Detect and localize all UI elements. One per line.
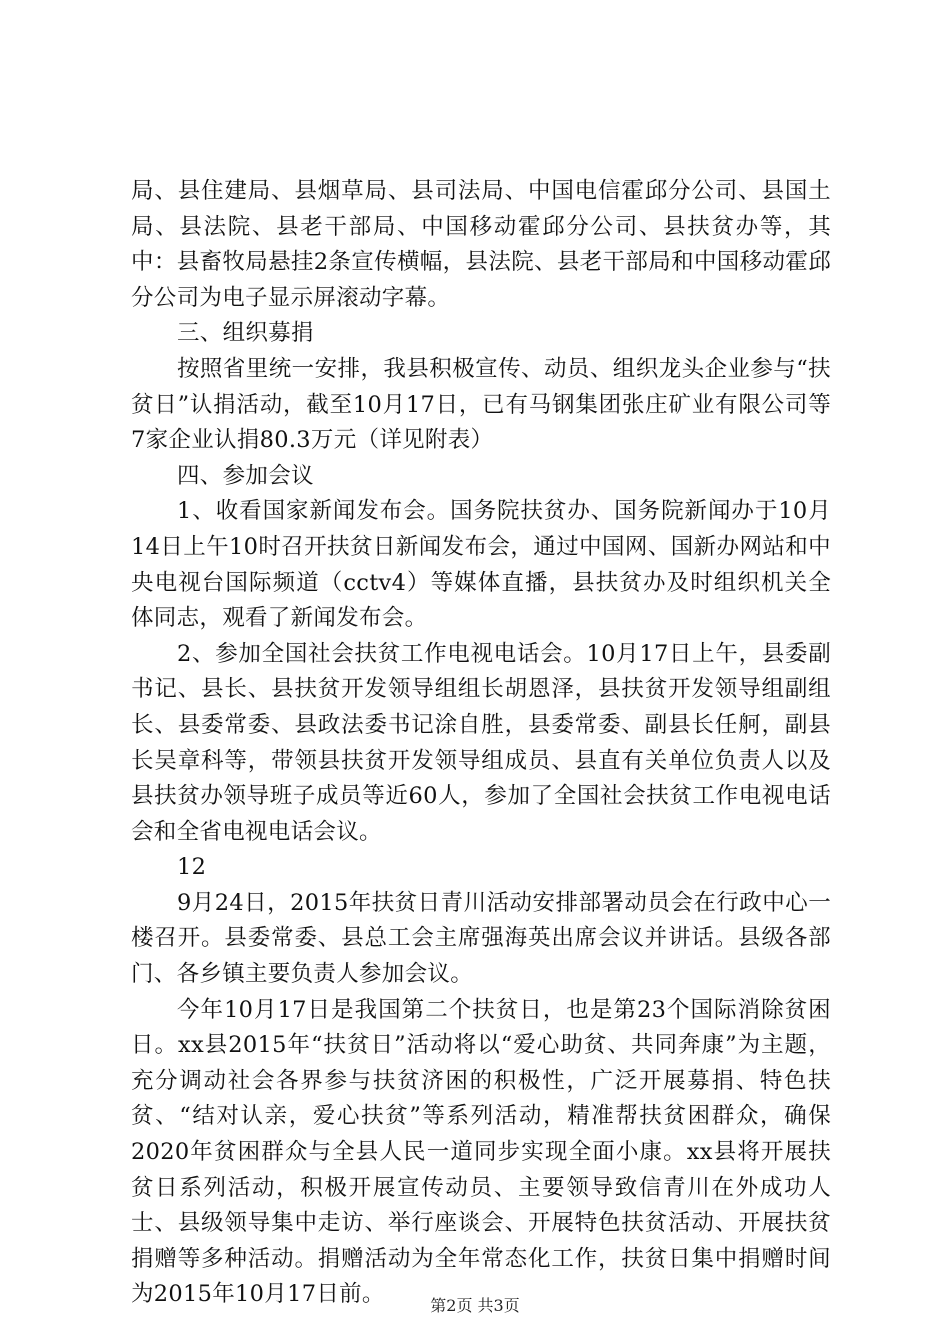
paragraph-teleconference: 2、参加全国社会扶贫工作电视电话会。10月17日上午，县委副书记、县长、县扶贫开发领导组组长胡恩泽，县扶贫开发领导组副组长、县委常委、县政法委书记涂自胜，县委常委、副县长任舸，副县长吴章科等，带领县扶贫开发领导组成员、县直有关单位负责人以及县扶贫办领导班子成员等近60人，参加了全国社会扶贫工作电视电话会和全省电视电话会议。 <box>131 640 831 845</box>
paragraph-donation: 按照省里统一安排，我县积极宣传、动员、组织龙头企业参与“扶贫日”认捐活动，截至10月17日，已有马钢集团张庄矿业有限公司等7家企业认捐80.3万元（详见附表） <box>131 355 831 454</box>
heading-organize-donation: 三、组织募捐 <box>177 320 314 347</box>
document-body <box>131 174 831 1313</box>
paragraph-agency-list: 局、县住建局、县烟草局、县司法局、中国电信霍邱分公司、县国土局、县法院、县老干部局、中国移动霍邱分公司、县扶贫办等，其中：县畜牧局悬挂2条宣传横幅，县法院、县老干部局和中国移动霍邱分公司为电子显示屏滚动字幕。 <box>131 178 831 311</box>
paragraph-mobilization-meeting: 9月24日，2015年扶贫日青川活动安排部署动员会在行政中心一楼召开。县委常委、县总工会主席强海英出席会议并讲话。县级各部门、各乡镇主要负责人参加会议。 <box>131 889 831 988</box>
heading-attend-meetings: 四、参加会议 <box>177 462 314 489</box>
paragraph-number: 12 <box>177 854 207 881</box>
paragraph-press-conference: 1、收看国家新闻发布会。国务院扶贫办、国务院新闻办于10月14日上午10时召开扶贫日新闻发布会，通过中国网、国新办网站和中央电视台国际频道（cctv4）等媒体直播，县扶贫办及时组织机关全体同志，观看了新闻发布会。 <box>131 498 831 632</box>
paragraph-poverty-day-activities: 今年10月17日是我国第二个扶贫日，也是第23个国际消除贫困日。xx县2015年“扶贫日”活动将以“爱心助贫、共同奔康”为主题，充分调动社会各界参与扶贫济困的积极性，广泛开展募捐、特色扶贫、“结对认亲，爱心扶贫”等系列活动，精准帮扶贫困群众，确保2020年贫困群众与全县人民一道同步实现全面小康。xx县将开展扶贫日系列活动，积极开展宣传动员、主要领导致信青川在外成功人士、县级领导集中走访、举行座谈会、开展特色扶贫活动、开展扶贫捐赠等多种活动。捐赠活动为全年常态化工作，扶贫日集中捐赠时间为2015年10月17日前。 <box>131 996 831 1308</box>
page-footer: 第2页 共3页 <box>430 1296 520 1315</box>
